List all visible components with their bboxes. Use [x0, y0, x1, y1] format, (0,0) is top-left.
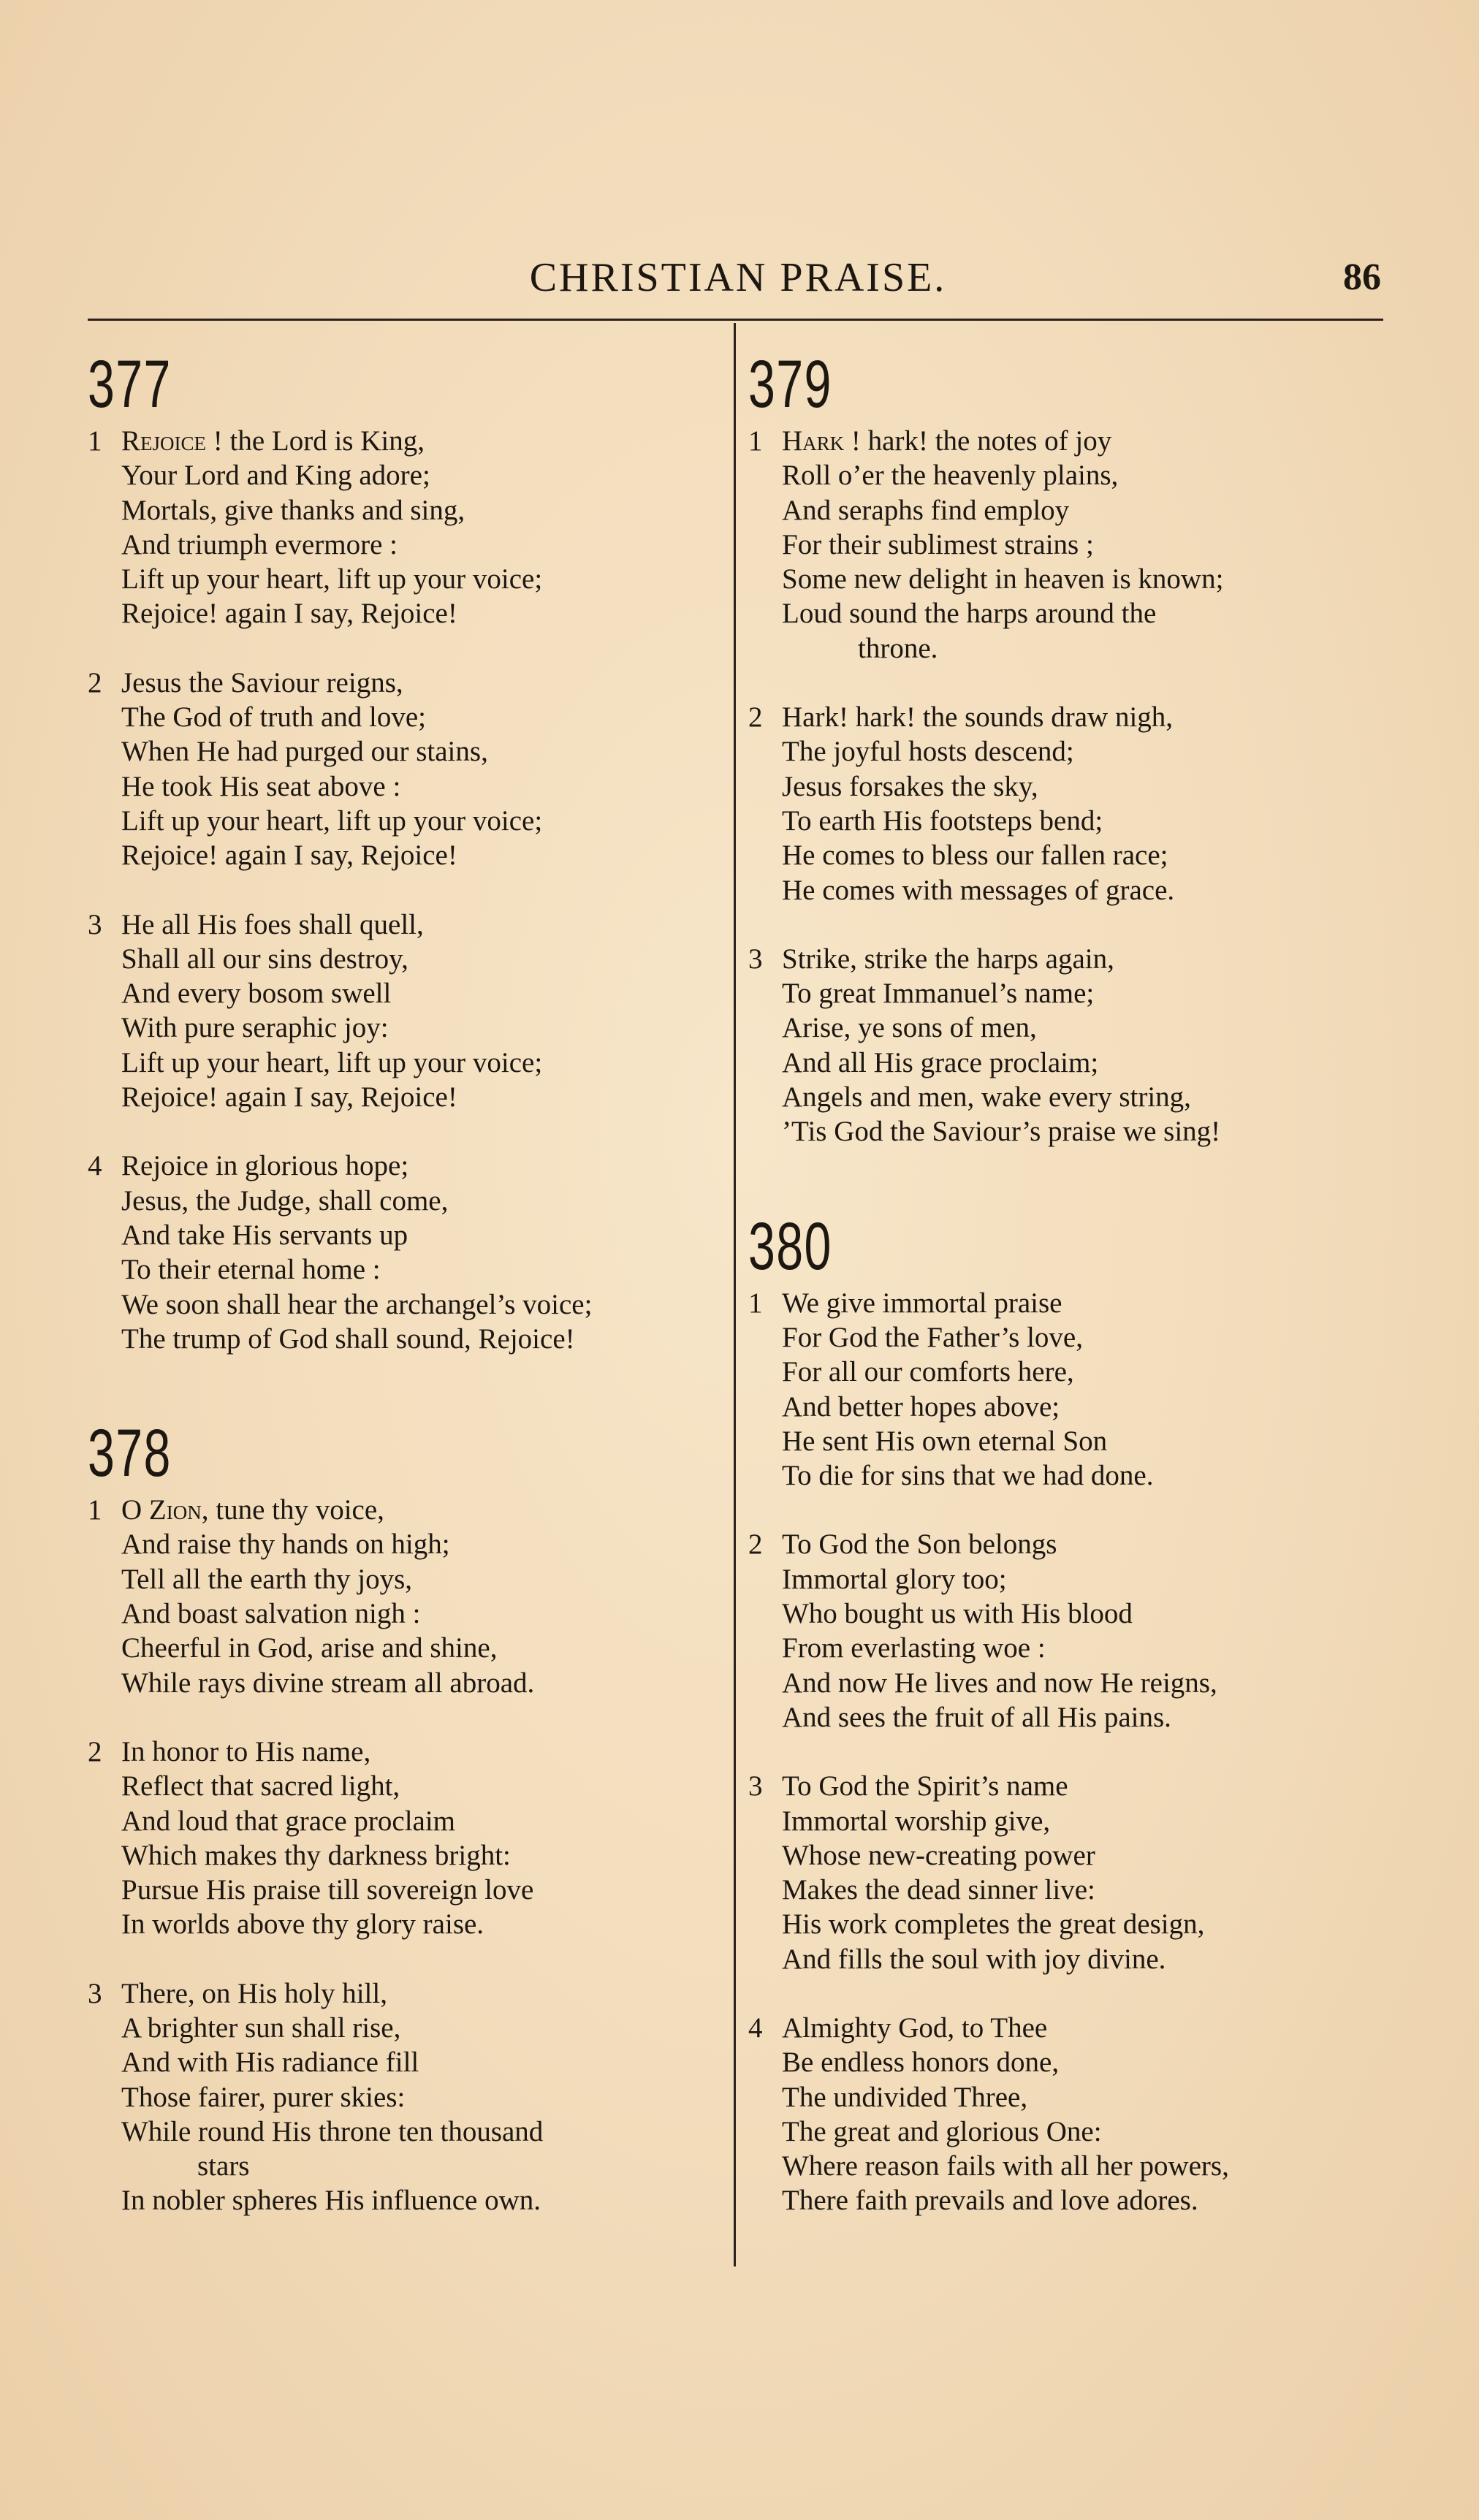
verse-line-text: ! the Lord is King, — [206, 425, 425, 457]
verse-line — [88, 1184, 723, 1218]
verse-line-text: To great Immanuel’s name; — [782, 978, 1095, 1010]
verse-line-text: Who bought us with His blood — [782, 1598, 1133, 1630]
verse-line-text: Immortal worship give, — [782, 1805, 1051, 1837]
verse-line — [88, 1562, 723, 1596]
verse-line — [88, 1010, 723, 1045]
verse-line-text: Some new delight in heaven is known; — [782, 563, 1224, 595]
verse-line-text: Rejoice! again I say, Rejoice! — [121, 840, 457, 872]
verse-line-text: And with His radiance fill — [121, 2047, 419, 2079]
verse-line-text: And better hopes above; — [782, 1390, 1060, 1423]
verse-line — [88, 907, 723, 942]
verse-line-text: Hark! hark! the sounds draw nigh, — [782, 701, 1174, 734]
verse-line — [88, 1149, 723, 1183]
verse-line — [748, 1010, 1384, 1045]
verse-line-text: His work completes the great design, — [782, 1908, 1205, 1941]
verse-line — [88, 2149, 723, 2183]
verse-line-text: The God of truth and love; — [121, 701, 426, 734]
verse-line-text: Lift up your heart, lift up your voice; — [121, 1046, 543, 1078]
verse-line — [88, 1907, 723, 1941]
verse-line — [748, 596, 1384, 631]
verse-line — [748, 1080, 1384, 1114]
verse-number: 3 — [88, 1977, 102, 2009]
verse-line — [88, 2045, 723, 2079]
verse-line-text: In honor to His name, — [121, 1735, 371, 1767]
verse-line-text: Shall all our sins destroy, — [121, 943, 408, 975]
verse-line — [748, 734, 1384, 769]
verse-line — [88, 2011, 723, 2045]
hymn — [88, 1417, 723, 2218]
verse-line — [748, 2080, 1384, 2114]
verse-line-text: And sees the fruit of all His pains. — [782, 1701, 1171, 1733]
verse-lead-word: Zion — [148, 1494, 202, 1526]
verse-line — [748, 976, 1384, 1010]
verse-line-text: And seraphs find employ — [782, 494, 1070, 526]
verse-line — [748, 942, 1384, 976]
verse-line — [748, 528, 1384, 562]
verse-line — [748, 1838, 1384, 1873]
verse-line — [88, 424, 723, 458]
verse-line-text: To their eternal home : — [121, 1254, 381, 1286]
verse-line-text: Makes the dead sinner live: — [782, 1874, 1095, 1906]
verse-line — [88, 1527, 723, 1561]
verse-line-text: The undivided Three, — [782, 2081, 1028, 2113]
stanza — [748, 700, 1384, 907]
verse-line — [748, 1700, 1384, 1735]
verse-line-text: We soon shall hear the archangel’s voice; — [121, 1288, 593, 1320]
verse-line — [748, 493, 1384, 528]
stanza — [748, 1769, 1384, 1976]
verse-line-text: With pure seraphic joy: — [121, 1012, 389, 1044]
verse-line-text: Arise, ye sons of men, — [782, 1012, 1037, 1044]
verse-line — [88, 1769, 723, 1803]
verse-line — [748, 631, 1384, 666]
verse-line-text: A brighter sun shall rise, — [121, 2011, 401, 2044]
verse-line-text: He all His foes shall quell, — [121, 908, 424, 940]
verse-line-text: Almighty God, to Thee — [782, 2011, 1048, 2044]
verse-line-text: For their sublimest strains ; — [782, 528, 1094, 560]
verse-line — [88, 734, 723, 769]
verse-line-text: The trump of God shall sound, Rejoice! — [121, 1322, 575, 1355]
verse-line — [88, 1596, 723, 1631]
verse-line-text: ! hark! the notes of joy — [844, 425, 1112, 457]
stanza — [88, 907, 723, 1115]
verse-line-text: He took His seat above : — [121, 770, 401, 802]
hymn-gap — [748, 1184, 1384, 1200]
verse-line-text: While round His throne ten thousand — [121, 2115, 544, 2147]
verse-line — [748, 1631, 1384, 1665]
verse-line — [748, 1942, 1384, 1976]
verse-line — [748, 838, 1384, 872]
verse-line-text: Immortal glory too; — [782, 1563, 1007, 1595]
verse-line-text: Angels and men, wake every string, — [782, 1081, 1191, 1114]
verse-line-text: To die for sins that we had done. — [782, 1460, 1154, 1492]
verse-line-text: The great and glorious One: — [782, 2115, 1102, 2147]
verse-number: 3 — [88, 908, 102, 940]
verse-line-text: For all our comforts here, — [782, 1356, 1074, 1388]
verse-line — [88, 493, 723, 528]
verse-line — [748, 1769, 1384, 1803]
verse-lead-word: Hark — [782, 425, 845, 457]
verse-line — [748, 1286, 1384, 1320]
verse-line — [748, 1390, 1384, 1424]
hymn-number: 378 — [88, 1416, 172, 1491]
verse-number: 4 — [748, 2011, 763, 2044]
left-column — [88, 338, 723, 2253]
verse-line — [88, 700, 723, 734]
hymn-number: 377 — [88, 347, 172, 422]
verse-number: 1 — [748, 425, 763, 457]
verse-line — [88, 1493, 723, 1527]
verse-line — [748, 804, 1384, 838]
verse-line — [88, 1873, 723, 1907]
page-header — [95, 252, 1381, 303]
verse-line — [88, 976, 723, 1010]
stanza — [748, 1286, 1384, 1493]
verse-line — [748, 562, 1384, 596]
verse-line-text: ’Tis God the Saviour’s praise we sing! — [782, 1116, 1221, 1148]
verse-line — [748, 1355, 1384, 1389]
verse-line-text: And fills the soul with joy divine. — [782, 1943, 1166, 1975]
hymn — [748, 348, 1384, 1149]
verse-line-text: Jesus, the Judge, shall come, — [121, 1184, 449, 1217]
verse-line-text: Jesus forsakes the sky, — [782, 770, 1038, 802]
verse-line-text: Rejoice! again I say, Rejoice! — [121, 1081, 457, 1114]
verse-number: 1 — [748, 1287, 763, 1319]
hymn-number: 380 — [748, 1208, 832, 1284]
verse-line-text: And boast salvation nigh : — [121, 1598, 421, 1630]
verse-line-text: throne. — [858, 632, 938, 664]
verse-line — [88, 804, 723, 838]
stanza — [748, 942, 1384, 1149]
verse-number: 2 — [748, 701, 763, 734]
stanza — [88, 666, 723, 873]
verse-line-text: He comes to bless our fallen race; — [782, 840, 1168, 872]
verse-line-text: Those fairer, purer skies: — [121, 2081, 406, 2113]
verse-line-text: And raise thy hands on high; — [121, 1529, 450, 1561]
page-number: 86 — [1343, 256, 1381, 298]
verse-number: 1 — [88, 425, 102, 457]
verse-line-text: Pursue His praise till sovereign love — [121, 1874, 534, 1906]
verse-number: 2 — [88, 666, 102, 698]
hymn — [748, 1210, 1384, 2218]
verse-lead-prefix: O — [121, 1494, 149, 1526]
verse-line — [748, 1666, 1384, 1700]
verse-line — [748, 1596, 1384, 1631]
stanza — [748, 1527, 1384, 1735]
verse-line-text: In worlds above thy glory raise. — [121, 1908, 484, 1941]
verse-line-text: For God the Father’s love, — [782, 1321, 1083, 1353]
verse-line-text: Reflect that sacred light, — [121, 1770, 400, 1803]
verse-line — [88, 1046, 723, 1080]
verse-line-text: When He had purged our stains, — [121, 736, 488, 768]
verse-line — [748, 2011, 1384, 2045]
verse-line — [748, 1046, 1384, 1080]
stanza — [748, 2011, 1384, 2218]
verse-line — [88, 2114, 723, 2149]
verse-line — [88, 769, 723, 804]
verse-line-text: Rejoice in glorious hope; — [121, 1150, 409, 1182]
verse-line-text: While rays divine stream all abroad. — [121, 1667, 535, 1699]
verse-number: 3 — [748, 943, 763, 975]
verse-line — [748, 1873, 1384, 1907]
verse-line — [88, 2183, 723, 2218]
verse-number: 3 — [748, 1770, 763, 1803]
right-column — [748, 338, 1384, 2253]
verse-line — [88, 1631, 723, 1665]
verse-lead-word: Rejoice — [121, 425, 207, 457]
verse-line-text: And every bosom swell — [121, 978, 392, 1010]
verse-line — [748, 1458, 1384, 1493]
verse-line — [88, 1838, 723, 1873]
verse-line — [748, 1804, 1384, 1838]
verse-line-text: To earth His footsteps bend; — [782, 804, 1103, 837]
verse-line — [748, 769, 1384, 804]
verse-line-text: Lift up your heart, lift up your voice; — [121, 804, 543, 837]
verse-line — [88, 838, 723, 872]
running-title: CHRISTIAN PRAISE. — [529, 255, 947, 300]
verse-line — [748, 873, 1384, 907]
verse-line-text: Mortals, give thanks and sing, — [121, 494, 465, 526]
hymn-gap — [88, 1390, 723, 1406]
verse-line-text: Whose new-creating power — [782, 1839, 1095, 1871]
verse-line-text: Where reason fails with all her powers, — [782, 2150, 1229, 2182]
verse-line-text: And now He lives and now He reigns, — [782, 1667, 1217, 1699]
verse-line-text: He sent His own eternal Son — [782, 1425, 1108, 1457]
column-divider — [734, 323, 736, 2266]
verse-line — [88, 1287, 723, 1322]
verse-line-text: To God the Spirit’s name — [782, 1770, 1068, 1803]
verse-line — [748, 2045, 1384, 2079]
verse-line-text: Roll o’er the heavenly plains, — [782, 460, 1119, 492]
verse-line-text: Jesus the Saviour reigns, — [121, 666, 403, 698]
verse-line-text: He comes with messages of grace. — [782, 874, 1175, 906]
verse-line — [88, 458, 723, 492]
verse-number: 2 — [88, 1735, 102, 1767]
verse-line — [88, 1080, 723, 1114]
verse-line-text: And triumph evermore : — [121, 528, 398, 560]
verse-line-text: And all His grace proclaim; — [782, 1046, 1099, 1078]
verse-line-text: Lift up your heart, lift up your voice; — [121, 563, 543, 595]
verse-line — [748, 1907, 1384, 1941]
stanza — [88, 1735, 723, 1942]
verse-line-text: Which makes thy darkness bright: — [121, 1839, 511, 1871]
verse-line-text: Tell all the earth thy joys, — [121, 1563, 412, 1595]
verse-line — [88, 1735, 723, 1769]
verse-line-text: The joyful hosts descend; — [782, 736, 1074, 768]
verse-number: 4 — [88, 1150, 102, 1182]
verse-line-text: And loud that grace proclaim — [121, 1805, 456, 1837]
verse-line-text: And take His servants up — [121, 1219, 408, 1251]
verse-line — [88, 1252, 723, 1287]
verse-line — [88, 562, 723, 596]
verse-line-text: In nobler spheres His influence own. — [121, 2185, 541, 2217]
verse-line — [748, 424, 1384, 458]
stanza — [88, 1976, 723, 2218]
verse-line-text: Cheerful in God, arise and shine, — [121, 1632, 498, 1664]
verse-line — [748, 1114, 1384, 1149]
verse-line-text: From everlasting woe : — [782, 1632, 1046, 1664]
header-rule — [88, 319, 1383, 321]
stanza — [748, 424, 1384, 666]
verse-line-text: Be endless honors done, — [782, 2047, 1060, 2079]
verse-line-text: To God the Son belongs — [782, 1529, 1057, 1561]
verse-line — [748, 1424, 1384, 1458]
hymn — [88, 348, 723, 1356]
verse-line — [88, 1804, 723, 1838]
stanza — [88, 1493, 723, 1700]
verse-line — [748, 1562, 1384, 1596]
verse-line — [88, 1322, 723, 1356]
verse-line — [88, 1666, 723, 1700]
verse-line — [748, 1320, 1384, 1355]
verse-line-text: stars — [197, 2150, 250, 2182]
stanza — [88, 1149, 723, 1356]
verse-line-text: Strike, strike the harps again, — [782, 943, 1114, 975]
verse-line — [88, 528, 723, 562]
verse-line-text: Your Lord and King adore; — [121, 460, 430, 492]
verse-number: 2 — [748, 1529, 763, 1561]
hymn-number: 379 — [748, 347, 832, 422]
verse-line-text: There faith prevails and love adores. — [782, 2185, 1198, 2217]
verse-line — [748, 700, 1384, 734]
verse-number: 1 — [88, 1494, 102, 1526]
stanza — [88, 424, 723, 631]
verse-line — [748, 2149, 1384, 2183]
verse-line-text: There, on His holy hill, — [121, 1977, 387, 2009]
verse-line-text: Loud sound the harps around the — [782, 598, 1157, 630]
verse-line — [748, 2183, 1384, 2218]
verse-line — [88, 666, 723, 700]
verse-line — [88, 2080, 723, 2114]
verse-line — [88, 942, 723, 976]
verse-line — [88, 1218, 723, 1252]
verse-line — [748, 2114, 1384, 2149]
verse-line — [88, 596, 723, 631]
verse-line-text: Rejoice! again I say, Rejoice! — [121, 598, 457, 630]
verse-line — [748, 458, 1384, 492]
verse-line — [88, 1976, 723, 2011]
verse-line — [748, 1527, 1384, 1561]
verse-line-text: , tune thy voice, — [201, 1494, 384, 1526]
verse-line-text: We give immortal praise — [782, 1287, 1062, 1319]
